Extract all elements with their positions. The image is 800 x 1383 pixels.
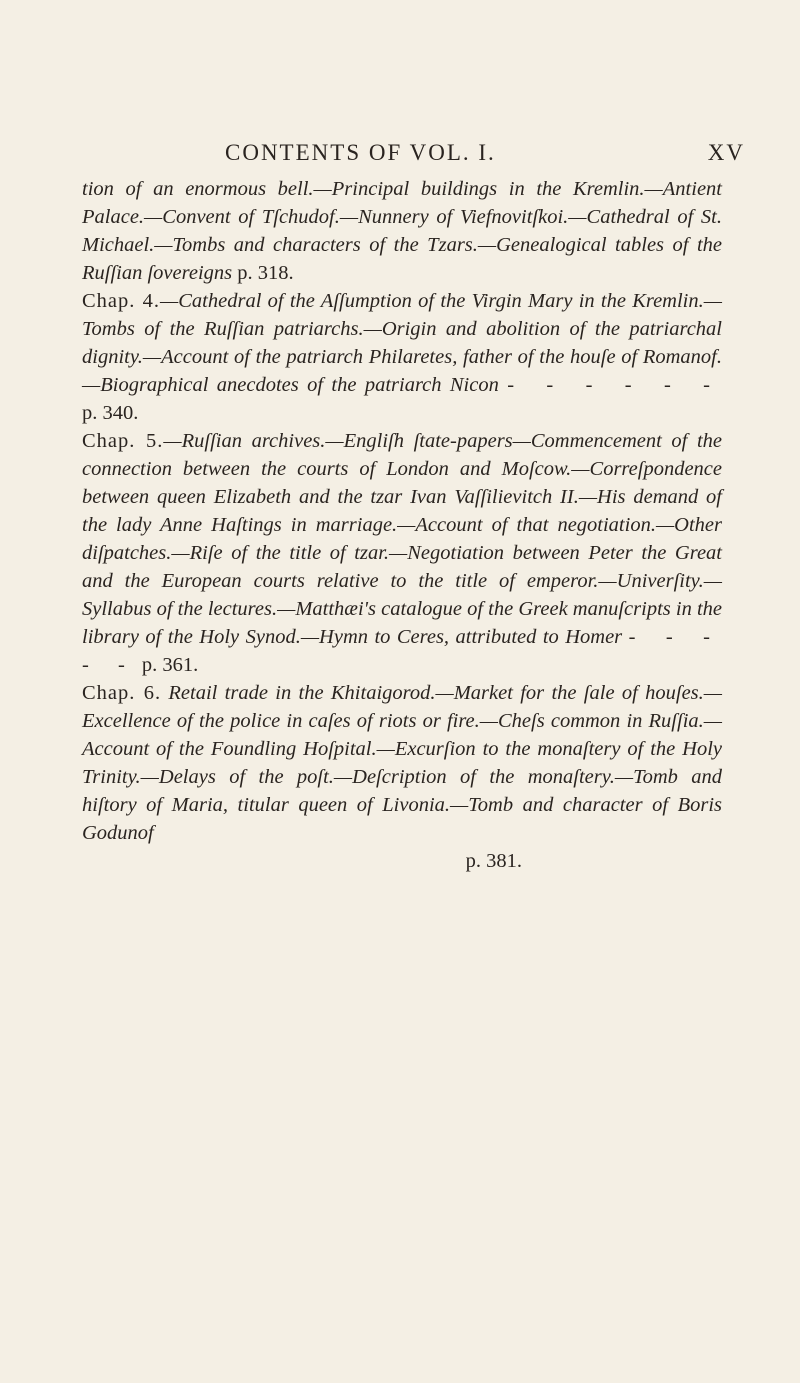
entry-text: —Cathedral of the Aſſumption of the Virgin Mary in the Kremlin.—Tombs of the Ruſſian patriarchs.—Origin and abolition of the patriarchal dignity.—Account of the patriarch Philaretes, father of the houſe of Romanof.—Biographical anecdotes of the patriarch Nicon [82,290,722,396]
entry-page-ref: p. 340. [82,402,139,424]
page-number: XV [707,140,745,165]
contents-entry [82,427,722,679]
entry-leader: - - - - - [82,626,722,676]
contents-entry [82,175,722,287]
entry-text: Retail trade in the Khitaigorod.—Market for the ſale of houſes.—Excellence of the police in caſes of riots or fire.—Cheſs common in Ruſſia.—Account of the Foundling Hoſpital.—Excurſion to the monaſtery of the Holy Trinity.—Delays of the poſt.—Deſcription of the monaſtery.—Tomb and hiſtory of Maria, titular queen of Livonia.—Tomb and character of Boris Godunof [82,682,722,844]
contents-body [82,175,722,875]
contents-entry-end [82,847,722,875]
running-title: CONTENTS OF VOL. I. [225,140,496,165]
contents-entry [82,287,722,427]
entry-text: —Ruſſian archives.—Engliſh ſtate-papers—Commencement of the connection between the courts of London and Moſcow.—Correſpondence between queen Elizabeth and the tzar Ivan Vaſſilievitch II.—His demand of the lady Anne Haſtings in marriage.—Account of that negotiation.—Other diſpatches.—Riſe of the title of tzar.—Negotiation between Peter the Great and the European courts relative to the title of emperor.—Univerſity.—Syllabus of the lectures.—Matthæi's catalogue of the Greek manuſcripts in the library of the Holy Synod.—Hymn to Ceres, attributed to Homer [82,430,723,648]
chapter-label: Chap. 6. [82,682,162,704]
running-header [225,140,745,166]
entry-text: tion of an enormous bell.—Principal buildings in the Kremlin.—Antient Palace.—Convent of Tſchudof.—Nunnery of Viefnovitſkoi.—Cathedral of St. Michael.—Tombs and characters of the Tzars.—Genealogical tables of the Ruſſian ſovereigns [82,178,722,284]
entry-page-ref: p. 318. [237,262,294,284]
chapter-label: Chap. 5. [82,430,164,452]
entry-leader: - - - - - - [507,374,723,396]
entry-page-ref: p. 381. [465,850,522,872]
entry-page-ref: p. 361. [141,654,199,676]
contents-entry [82,679,722,847]
chapter-label: Chap. 4. [82,290,161,312]
